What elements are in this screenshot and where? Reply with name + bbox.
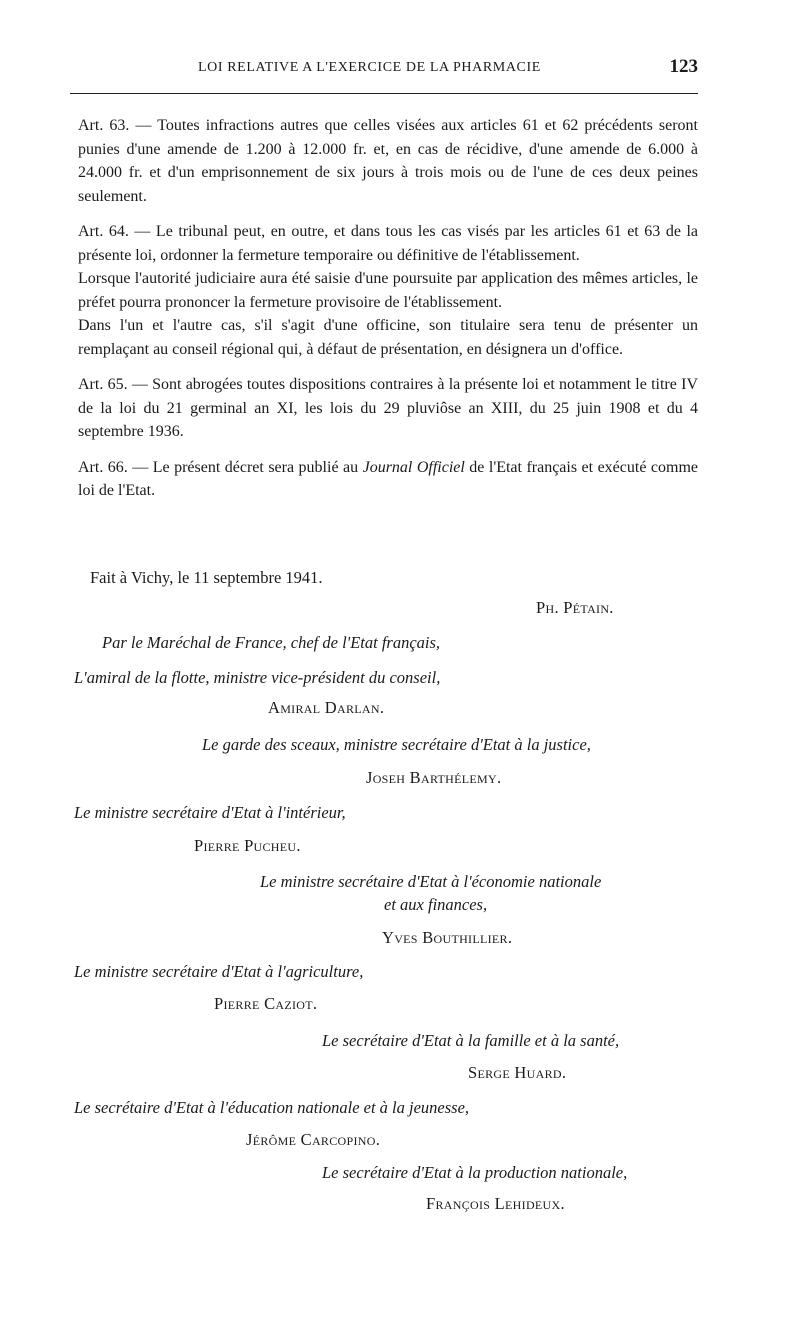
article-66-text-after: de l'Etat français et exécuté comme loi de l'Etat. bbox=[78, 458, 698, 499]
darlan-title: L'amiral de la flotte, ministre vice-président du conseil, bbox=[74, 668, 441, 687]
page-header bbox=[70, 58, 698, 82]
page-number: 123 bbox=[669, 56, 698, 77]
economie-title-line-2: et aux finances, bbox=[384, 895, 488, 914]
production-title: Le secrétaire d'Etat à la production nationale, bbox=[322, 1163, 628, 1182]
countersign-intro: Par le Maréchal de France, chef de l'Etat français, bbox=[102, 633, 441, 652]
education-title: Le secrétaire d'Etat à l'éducation nationale et à la jeunesse, bbox=[74, 1098, 470, 1117]
running-title: LOI RELATIVE A L'EXERCICE DE LA PHARMACIE bbox=[198, 60, 541, 75]
agriculture-name: Pierre Caziot. bbox=[214, 994, 318, 1013]
education-name: Jérôme Carcopino. bbox=[246, 1130, 381, 1149]
article-text bbox=[78, 114, 698, 503]
signatory-petain: Ph. Pétain. bbox=[536, 598, 614, 617]
economie-name: Yves Bouthillier. bbox=[382, 928, 513, 947]
interieur-title: Le ministre secrétaire d'Etat à l'intérieur, bbox=[74, 803, 346, 822]
famille-name: Serge Huard. bbox=[468, 1063, 567, 1082]
justice-title: Le garde des sceaux, ministre secrétaire d'Etat à la justice, bbox=[202, 735, 591, 754]
article-65: Art. 65. — Sont abrogées toutes dispositions contraires à la présente loi et notamment le titre IV de la loi du 21 germinal an XI, les lois du 29 pluviôse an XIII, du 25 juin 1908 et du 4 septembre 1936. bbox=[78, 376, 698, 440]
agriculture-title: Le ministre secrétaire d'Etat à l'agriculture, bbox=[74, 962, 364, 981]
darlan-name: Amiral Darlan. bbox=[268, 698, 385, 717]
article-64-paragraph-2: Lorsque l'autorité judiciaire aura été saisie d'une poursuite par application des mêmes articles, le préfet pourra prononcer la fermeture provisoire de l'établissement. bbox=[78, 270, 698, 311]
article-64-paragraph-3: Dans l'un et l'autre cas, s'il s'agit d'une officine, son titulaire sera tenu de présenter un remplaçant au conseil régional qui, à défaut de présentation, en désignera un d'office. bbox=[78, 317, 698, 358]
production-name: François Lehideux. bbox=[426, 1194, 565, 1213]
economie-title-line-1: Le ministre secrétaire d'Etat à l'économie nationale bbox=[260, 872, 602, 891]
article-64-paragraph-1: Art. 64. — Le tribunal peut, en outre, et dans tous les cas visés par les articles 61 et 63 de la présente loi, ordonner la fermeture temporaire ou définitive de l'établissement. bbox=[78, 223, 698, 264]
header-rule bbox=[70, 93, 698, 94]
article-66 bbox=[78, 456, 698, 503]
famille-title: Le secrétaire d'Etat à la famille et à la santé, bbox=[322, 1031, 620, 1050]
article-66-text-before: Art. 66. — Le présent décret sera publié au bbox=[78, 458, 363, 476]
article-63: Art. 63. — Toutes infractions autres que celles visées aux articles 61 et 62 précédents seront punies d'une amende de 1.200 à 12.000 fr. et, en cas de récidive, d'une amende de 6.000 à 24.000 fr. et d'un emprisonnement de six jours à trois mois ou de l'une de ces deux peines seulement. bbox=[78, 117, 698, 205]
interieur-name: Pierre Pucheu. bbox=[194, 836, 301, 855]
justice-name: Joseh Barthélemy. bbox=[366, 768, 502, 787]
journal-officiel: Journal Officiel bbox=[362, 458, 465, 476]
place-date: Fait à Vichy, le 11 septembre 1941. bbox=[90, 568, 323, 587]
